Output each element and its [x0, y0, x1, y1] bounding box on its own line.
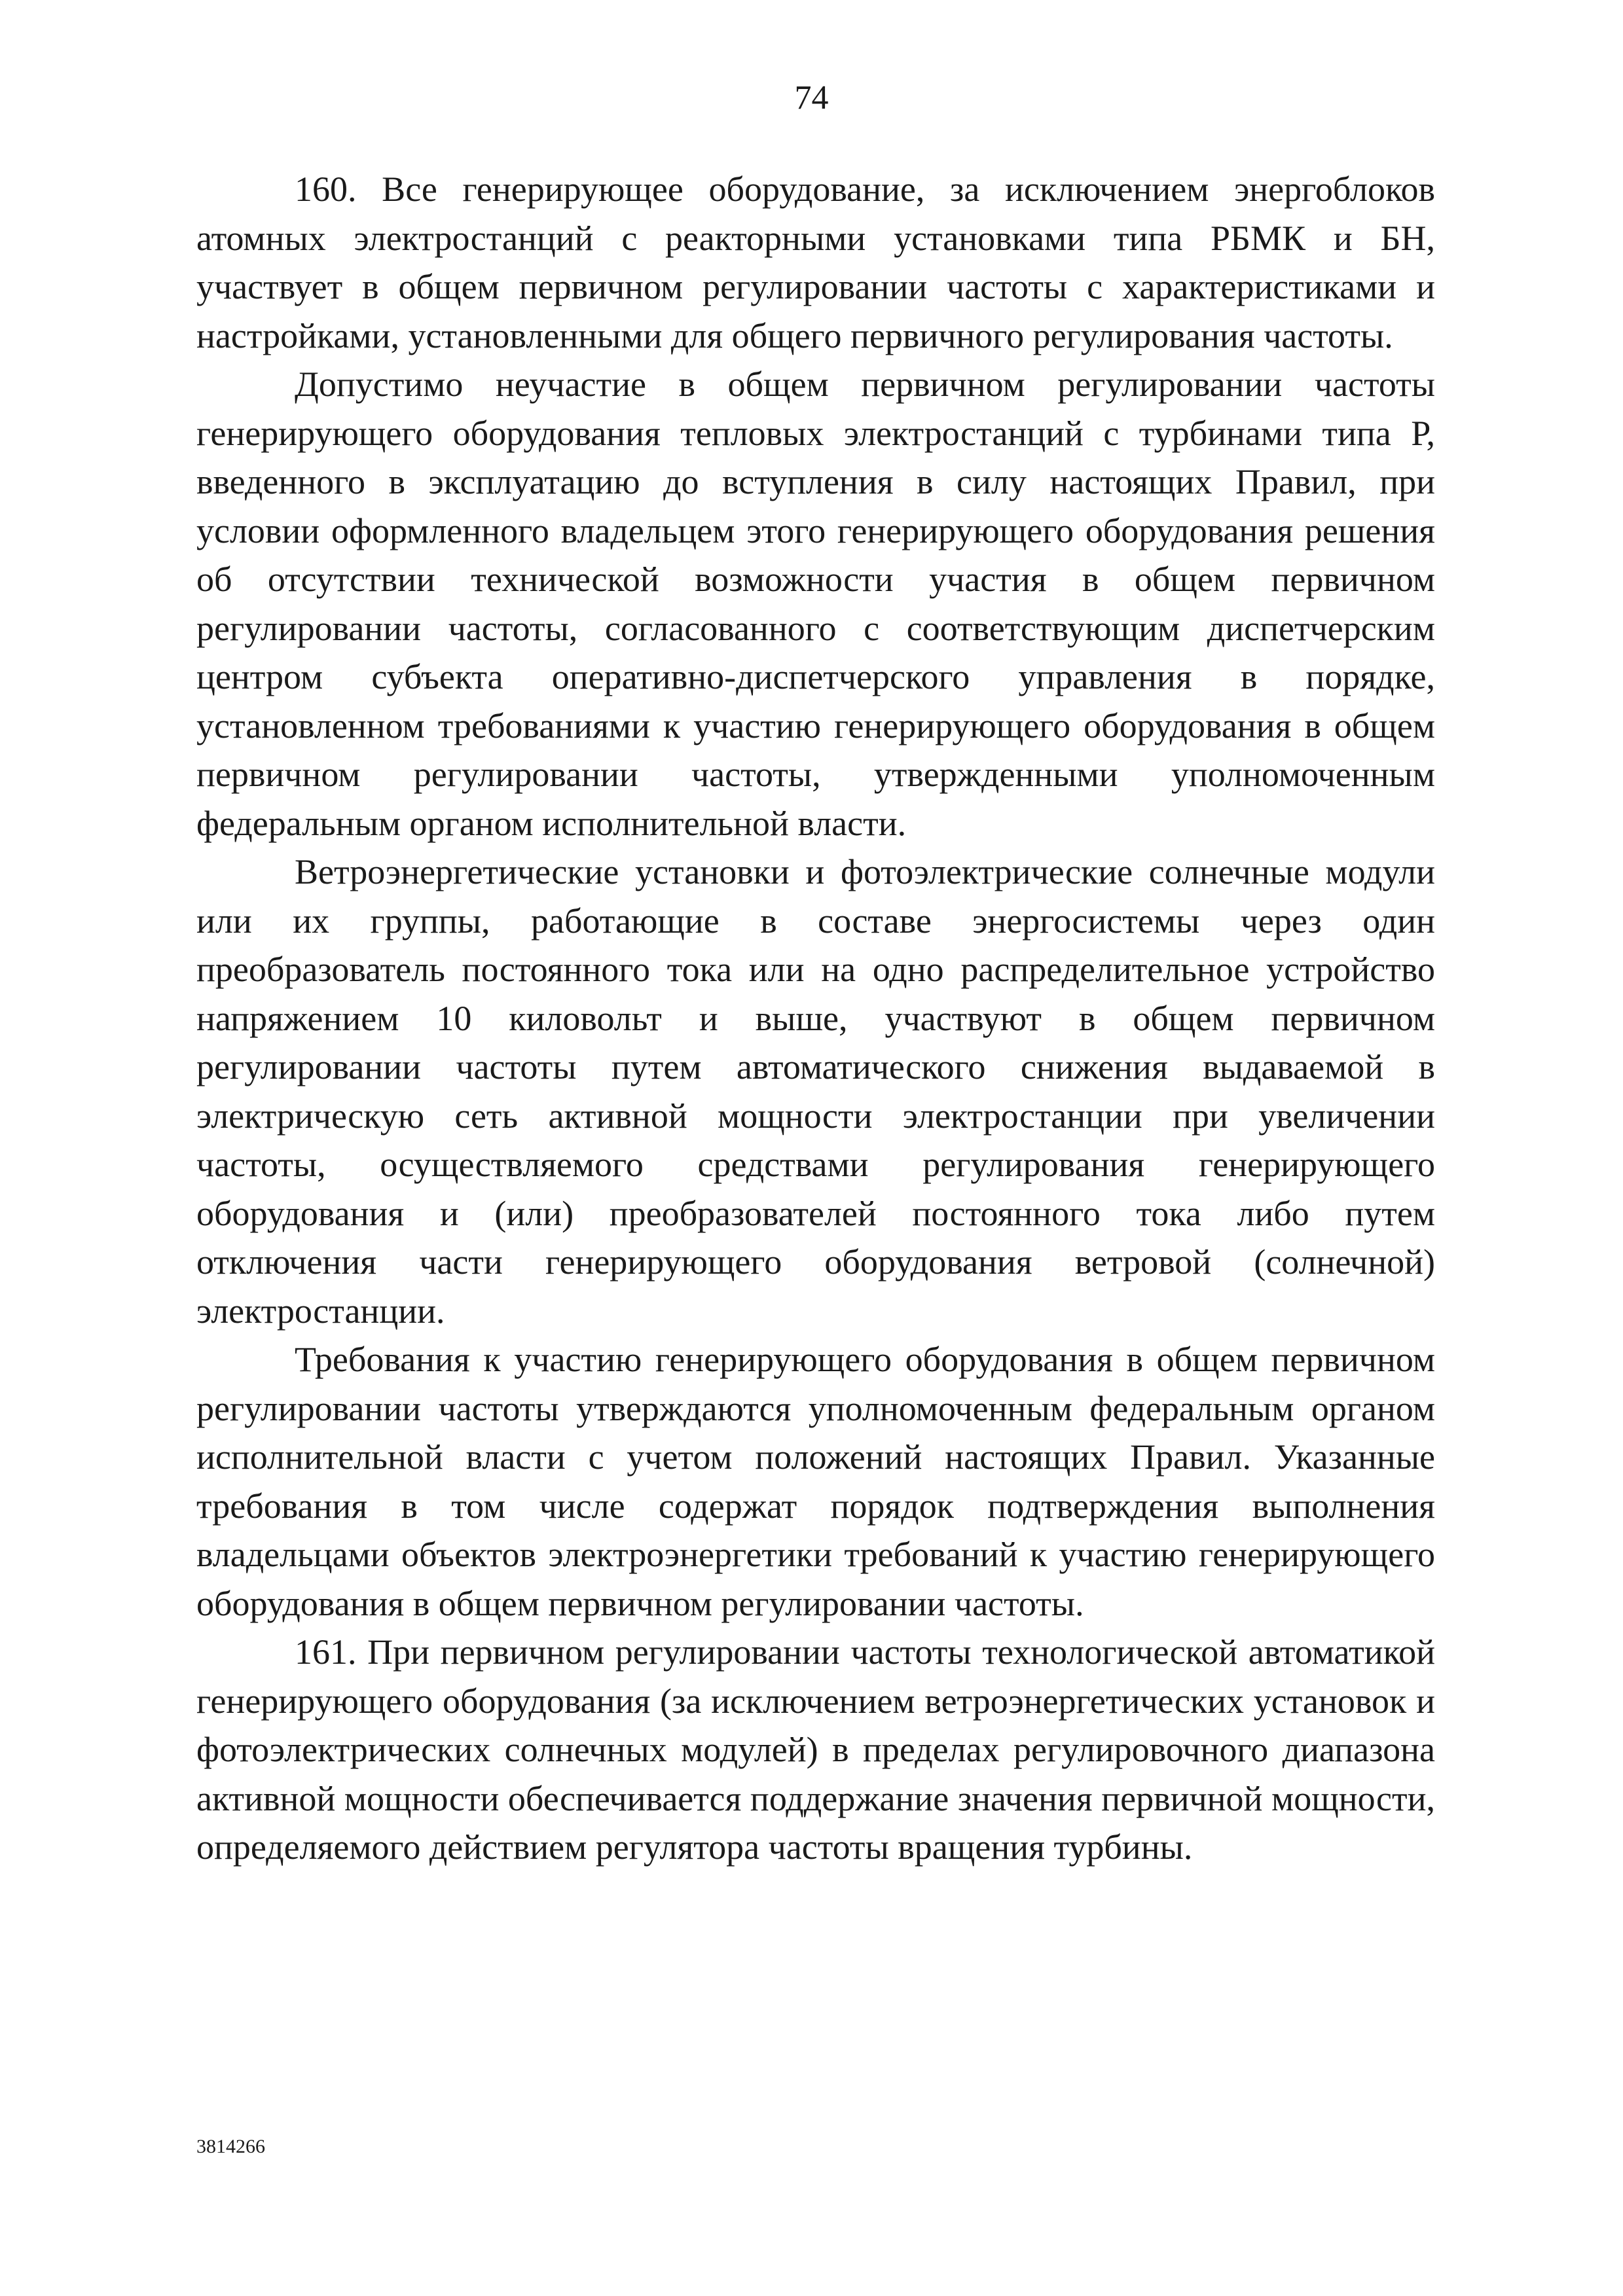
page-number: 74: [794, 79, 829, 117]
paragraph-exemption: Допустимо неучастие в общем первичном регулировании частоты генерирующего оборудования тепловых электростанций с турбинами типа Р, введенного в эксплуатацию до вступления в силу настоящих Правил, при условии оформленного владельцем этого генерирующего оборудования решения об отсутствии технической возможности участия в общем первичном регулировании частоты, согласованного с соответствующим диспетчерским центром субъекта оперативно-диспетчерского управления в порядке, установленном требованиями к участию генерирующего оборудования в общем первичном регулировании частоты, утвержденными уполномоченным федеральным органом исполнительной власти.: [196, 365, 1435, 843]
paragraph-160: 160. Все генерирующее оборудование, за исключением энергоблоков атомных электростанций с реакторными установками типа РБМК и БН, участвует в общем первичном регулировании частоты с характеристиками и настройками, установленными для общего первичного регулирования частоты.: [196, 170, 1435, 355]
document-body: [196, 165, 1435, 1872]
paragraph-renewables: Ветроэнергетические установки и фотоэлектрические солнечные модули или их группы, работающие в составе энергосистемы через один преобразователь постоянного тока или на одно распределительное устройство напряжением 10 киловольт и выше, участвуют в общем первичном регулировании частоты путем автоматического снижения выдаваемой в электрическую сеть активной мощности электростанции при увеличении частоты, осуществляемого средствами регулирования генерирующего оборудования и (или) преобразователей постоянного тока либо путем отключения части генерирующего оборудования ветровой (солнечной) электростанции.: [196, 852, 1435, 1331]
paragraph-requirements: Требования к участию генерирующего оборудования в общем первичном регулировании частоты утверждаются уполномоченным федеральным органом исполнительной власти с учетом положений настоящих Правил. Указанные требования в том числе содержат порядок подтверждения выполнения владельцами объектов электроэнергетики требований к участию генерирующего оборудования в общем первичном регулировании частоты.: [196, 1340, 1435, 1623]
document-id: 3814266: [196, 2136, 265, 2157]
paragraph-161: 161. При первичном регулировании частоты технологической автоматикой генерирующего оборудования (за исключением ветроэнергетических установок и фотоэлектрических солнечных модулей) в пределах регулировочного диапазона активной мощности обеспечивается поддержание значения первичной мощности, определяемого действием регулятора частоты вращения турбины.: [196, 1632, 1435, 1867]
